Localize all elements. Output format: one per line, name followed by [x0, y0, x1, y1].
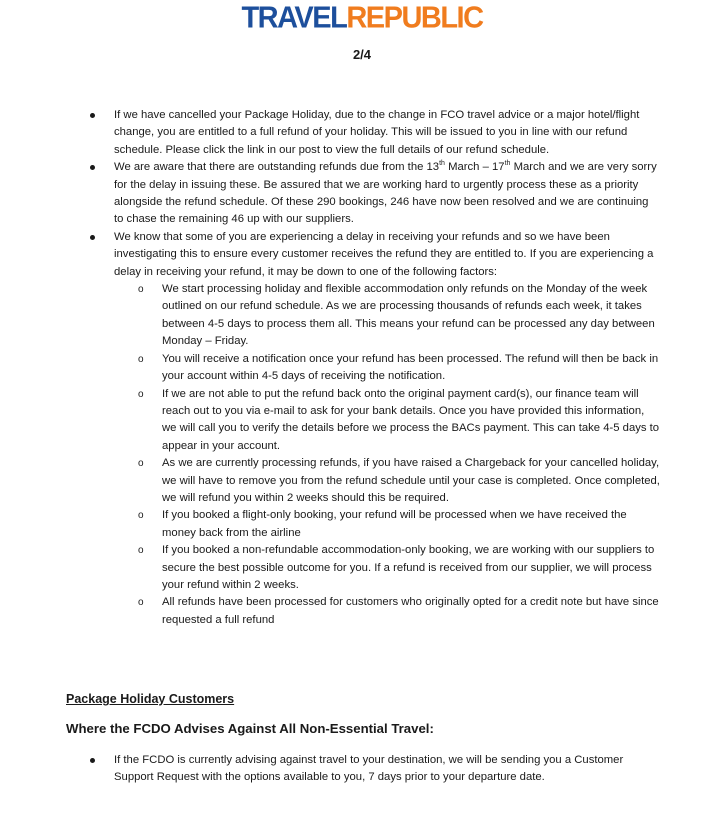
logo-republic: REPUBLIC — [346, 1, 483, 35]
bullet-text-c: March and we are very sorry for the delay in issuing these. Be assured that we are working hard to urgently process these as a priority alongside the refund schedule. Of these 290 bookings, 246 have now been resolved and we are continuing to chase the remaining 46 up with our suppliers. — [114, 161, 657, 226]
bullet-dot-icon — [90, 758, 95, 763]
bullet-delay-factors — [0, 229, 724, 629]
section-heading: Package Holiday Customers — [66, 692, 235, 706]
circle-bullet-icon: o — [138, 388, 144, 400]
bullet-text-a: We are aware that there are outstanding refunds due from the 13 — [114, 161, 440, 174]
bullet-dot-icon — [90, 165, 95, 170]
delay-factors-sublist — [114, 281, 660, 629]
refund-info-list — [0, 107, 724, 629]
sub-item-text: We start processing holiday and flexible accommodation only refunds on the Monday of the week outlined on our refund schedule. As we are processing thousands of refunds each week, it takes between 4-5 days to process them all. This means your refund can be processed any day between Monday – Friday. — [162, 283, 655, 348]
circle-bullet-icon: o — [138, 458, 144, 470]
bullet-cancelled-package — [0, 107, 724, 159]
circle-bullet-icon: o — [138, 545, 144, 557]
bullet-outstanding-refunds — [0, 159, 724, 229]
sub-item-text: If you booked a non-refundable accommodation-only booking, we are working with our suppliers to secure the best possible outcome for you. If a refund is received from our supplier, we will process your refund within 2 weeks. — [162, 544, 655, 591]
circle-bullet-icon: o — [138, 284, 144, 296]
bullet-text: If the FCDO is currently advising against travel to your destination, we will be sending you a Customer Support Request with the options available to you, 7 days prior to your departure date. — [114, 754, 624, 784]
travel-republic-logo — [0, 1, 724, 35]
sub-item — [114, 351, 660, 386]
sub-item — [114, 281, 660, 351]
sub-item-text: If we are not able to put the refund back onto the original payment card(s), our finance team will reach out to you via e-mail to ask for your bank details. Once you have provided this information, we will call you to verify the details before we process the BACs payment. This can take 4-5 days to appear in your account. — [162, 387, 660, 452]
bullet-text-b: March – 17 — [444, 161, 505, 174]
sub-item-text: As we are currently processing refunds, if you have raised a Chargeback for your cancelled holiday, we will have to remove you from the refund schedule until your case is completed. Once completed, we will refund you within 2 weeks should this be required. — [162, 457, 660, 504]
ordinal-sup: th — [439, 160, 445, 168]
bullet-dot-icon — [90, 235, 95, 240]
sub-item-text: All refunds have been processed for customers who originally opted for a credit note but have since requested a full refund — [162, 596, 659, 626]
ordinal-sup: th — [504, 160, 511, 168]
sub-item-text: You will receive a notification once your refund has been processed. The refund will then be back in your account within 4-5 days of receiving the notification. — [162, 352, 659, 383]
sub-item — [114, 594, 660, 629]
section-subheading: Where the FCDO Advises Against All Non-Essential Travel: — [66, 721, 434, 736]
sub-item — [114, 455, 660, 507]
bullet-text: If we have cancelled your Package Holiday, due to the change in FCO travel advice or a major hotel/flight change, you are entitled to a full refund of your holiday. This will be issued to you in line with our refund schedule. Please click the link in our post to view the full details of our refund schedule. — [114, 109, 640, 156]
bullet-text: We know that some of you are experiencing a delay in receiving your refunds and so we have been investigating this to ensure every customer receives the refund they are entitled to. If you are experiencing a delay in receiving your refund, it may be down to one of the following factors: — [114, 230, 654, 278]
circle-bullet-icon: o — [138, 353, 144, 365]
fcdo-advice-list — [0, 752, 724, 787]
sub-item — [114, 507, 660, 542]
bullet-fcdo-advice — [0, 752, 724, 787]
sub-item — [114, 386, 660, 456]
logo-travel: TRAVEL — [241, 1, 347, 35]
sub-item — [114, 542, 660, 594]
bullet-dot-icon — [90, 113, 95, 118]
circle-bullet-icon: o — [138, 597, 144, 609]
page-number: 2/4 — [352, 47, 372, 62]
circle-bullet-icon: o — [138, 510, 144, 522]
sub-item-text: If you booked a flight-only booking, your refund will be processed when we have received the money back from the airline — [162, 509, 627, 539]
